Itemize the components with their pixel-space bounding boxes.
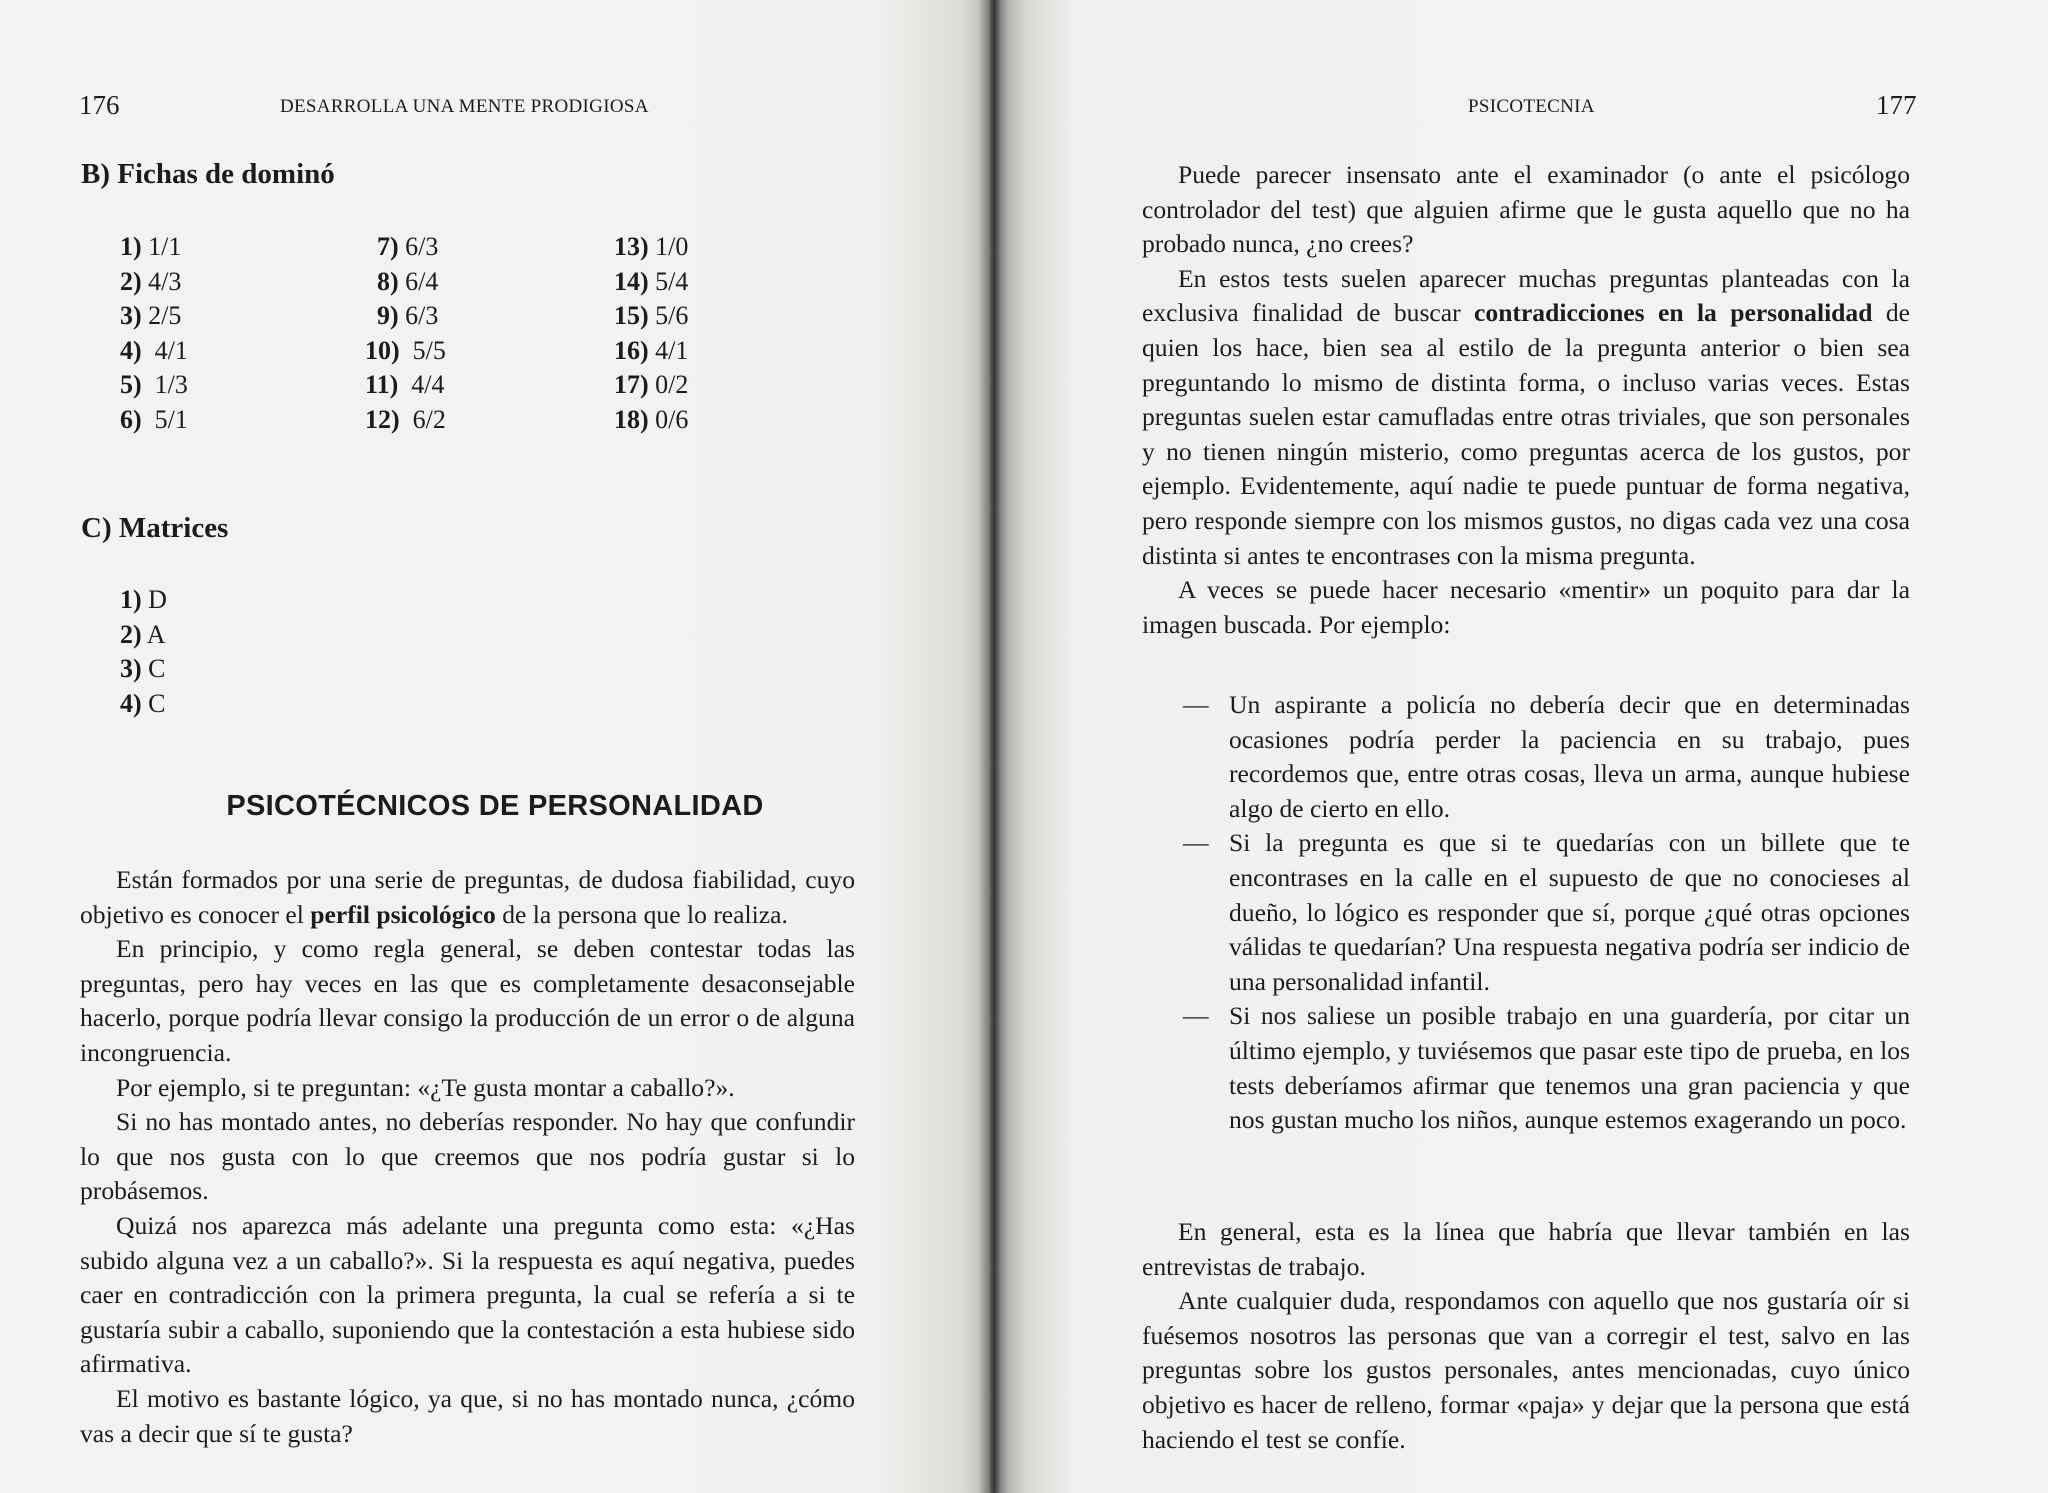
answer-item: 10) 5/5 [365,335,446,365]
right-body-text-bottom [1142,1215,1910,1457]
paragraph: En general, esta es la línea que habría que llevar también en las entrevistas de trabajo. [1142,1217,1910,1281]
right-body-text-top [1142,158,1910,642]
domino-answers-col-2 [365,230,446,438]
left-page [0,0,990,1493]
answer-item: 1) D [120,585,167,614]
examples-list [1183,688,1910,1138]
answer-item: 4) C [120,688,166,718]
domino-answers-col-3 [614,230,688,438]
domino-answers-col-1 [120,230,188,438]
answer-item: 1) 1/1 [120,232,182,261]
page-number-right: 177 [1876,90,1917,120]
answer-item: 14) 5/4 [614,266,689,296]
page-number-left: 176 [79,90,120,120]
answer-item: 4) 4/1 [120,335,188,365]
answer-item: 17) 0/2 [614,370,689,400]
answer-item: 9) 6/3 [377,301,439,331]
list-item: — Si nos saliese un posible trabajo en una guardería, por citar un último ejemplo, y tuviésemos que pasar este tipo de prueba, en los tests deberíamos afirmar que tenemos una gran paciencia y que nos gustan mucho los niños, aunque estemos exagerando un poco. [1183,1001,1910,1135]
paragraph: Están formados por una serie de preguntas, de dudosa fiabilidad, cuyo objetivo es conocer el perfil psicológico de la persona que lo realiza. [80,865,855,929]
paragraph: En principio, y como regla general, se deben contestar todas las preguntas, pero hay veces en las que es completamente desaconsejable hacerlo, porque podría llevar consigo la producción de un error o de alguna incongruencia. [80,934,855,1067]
answer-item: 18) 0/6 [614,404,689,434]
answer-item: 2) 4/3 [120,266,182,296]
answer-item: 5) 1/3 [120,370,188,400]
list-item: — Si la pregunta es que si te quedarías con un billete que te encontrases en la calle en el supuesto de que no conocieses al dueño, lo lógico es responder que sí, porque ¿qué otras opciones válidas te quedarían? Una respuesta negativa podría ser indicio de una personalidad infantil. [1183,828,1910,996]
answer-item: 13) 1/0 [614,232,689,261]
running-head-left: DESARROLLA UNA MENTE PRODIGIOSA [280,96,649,117]
section-b-title: Fichas de dominó [117,158,335,190]
answer-item: 11) 4/4 [365,370,445,400]
paragraph: Si no has montado antes, no deberías responder. No hay que confundir lo que nos gusta con lo que creemos que nos podría gustar si lo probásemos. [80,1107,855,1206]
answer-item: 3) 2/5 [120,301,182,331]
paragraph: Quizá nos aparezca más adelante una pregunta como esta: «¿Has subido alguna vez a un caballo?». Si la respuesta es aquí negativa, puedes caer en contradicción con la primera pregunta, la cual se refería a si te gustaría subir a caballo, suponiendo que la contestación a esta hubiese sido afirmativa. [80,1210,855,1379]
paragraph: Puede parecer insensato ante el examinador (o ante el psicólogo controlador del test) que alguien afirme que le gusta aquello que no ha probado nunca, ¿no crees? [1142,160,1910,259]
paragraph: El motivo es bastante lógico, ya que, si no has montado nunca, ¿cómo vas a decir que sí te gusta? [80,1383,855,1448]
section-c-heading [81,512,228,545]
answer-item: 2) A [120,619,166,649]
left-body-text [80,863,855,1451]
section-b-letter: B) [81,158,110,190]
answer-item: 6) 5/1 [120,404,188,434]
section-c-letter: C) [81,512,112,544]
section-c-title: Matrices [118,512,229,544]
answer-item: 12) 6/2 [365,404,446,434]
paragraph: Por ejemplo, si te preguntan: «¿Te gusta montar a caballo?». [116,1072,735,1102]
answer-item: 16) 4/1 [614,335,689,365]
answer-item: 3) C [120,654,166,684]
answer-item: 8) 6/4 [377,266,439,296]
section-b-heading [81,158,335,191]
matrices-answers [120,583,167,721]
section-title-personality: PSICOTÉCNICOS DE PERSONALIDAD [226,790,764,822]
paragraph: A veces se puede hacer necesario «mentir» un poquito para dar la imagen buscada. Por ejemplo: [1142,575,1910,639]
answer-item: 15) 5/6 [614,301,689,331]
paragraph: En estos tests suelen aparecer muchas preguntas planteadas con la exclusiva finalidad de buscar contradicciones en la personalidad de quien los hace, bien sea al estilo de la pregunta anterior o bien sea preguntando lo mismo de distinta forma, o incluso varias veces. Estas preguntas suelen estar camufladas entre otras triviales, que son personales y no tienen ningún misterio, como preguntas acerca de los gustos, por ejemplo. Evidentemente, aquí nadie te puede puntuar de forma negativa, pero responde siempre con los mismos gustos, no digas cada vez una cosa distinta si antes te encontrases con la misma pregunta. [1142,263,1910,570]
book-gutter-shadow [978,0,1008,1493]
right-page [990,0,2048,1493]
running-head-right: PSICOTECNIA [1468,96,1595,117]
paragraph: Ante cualquier duda, respondamos con aquello que nos gustaría oír si fuésemos nosotros las personas que van a corregir el test, salvo en las preguntas sobre los gustos personales, antes mencionadas, cuyo único objetivo es hacer de relleno, formar «paja» y dejar que la persona que está haciendo el test se confíe. [1142,1286,1910,1454]
list-item: — Un aspirante a policía no debería decir que en determinadas ocasiones podría perder la paciencia en su trabajo, pues recordemos que, entre otras cosas, lleva un arma, aunque hubiese algo de cierto en ello. [1183,690,1910,823]
answer-item: 7) 6/3 [377,232,439,261]
